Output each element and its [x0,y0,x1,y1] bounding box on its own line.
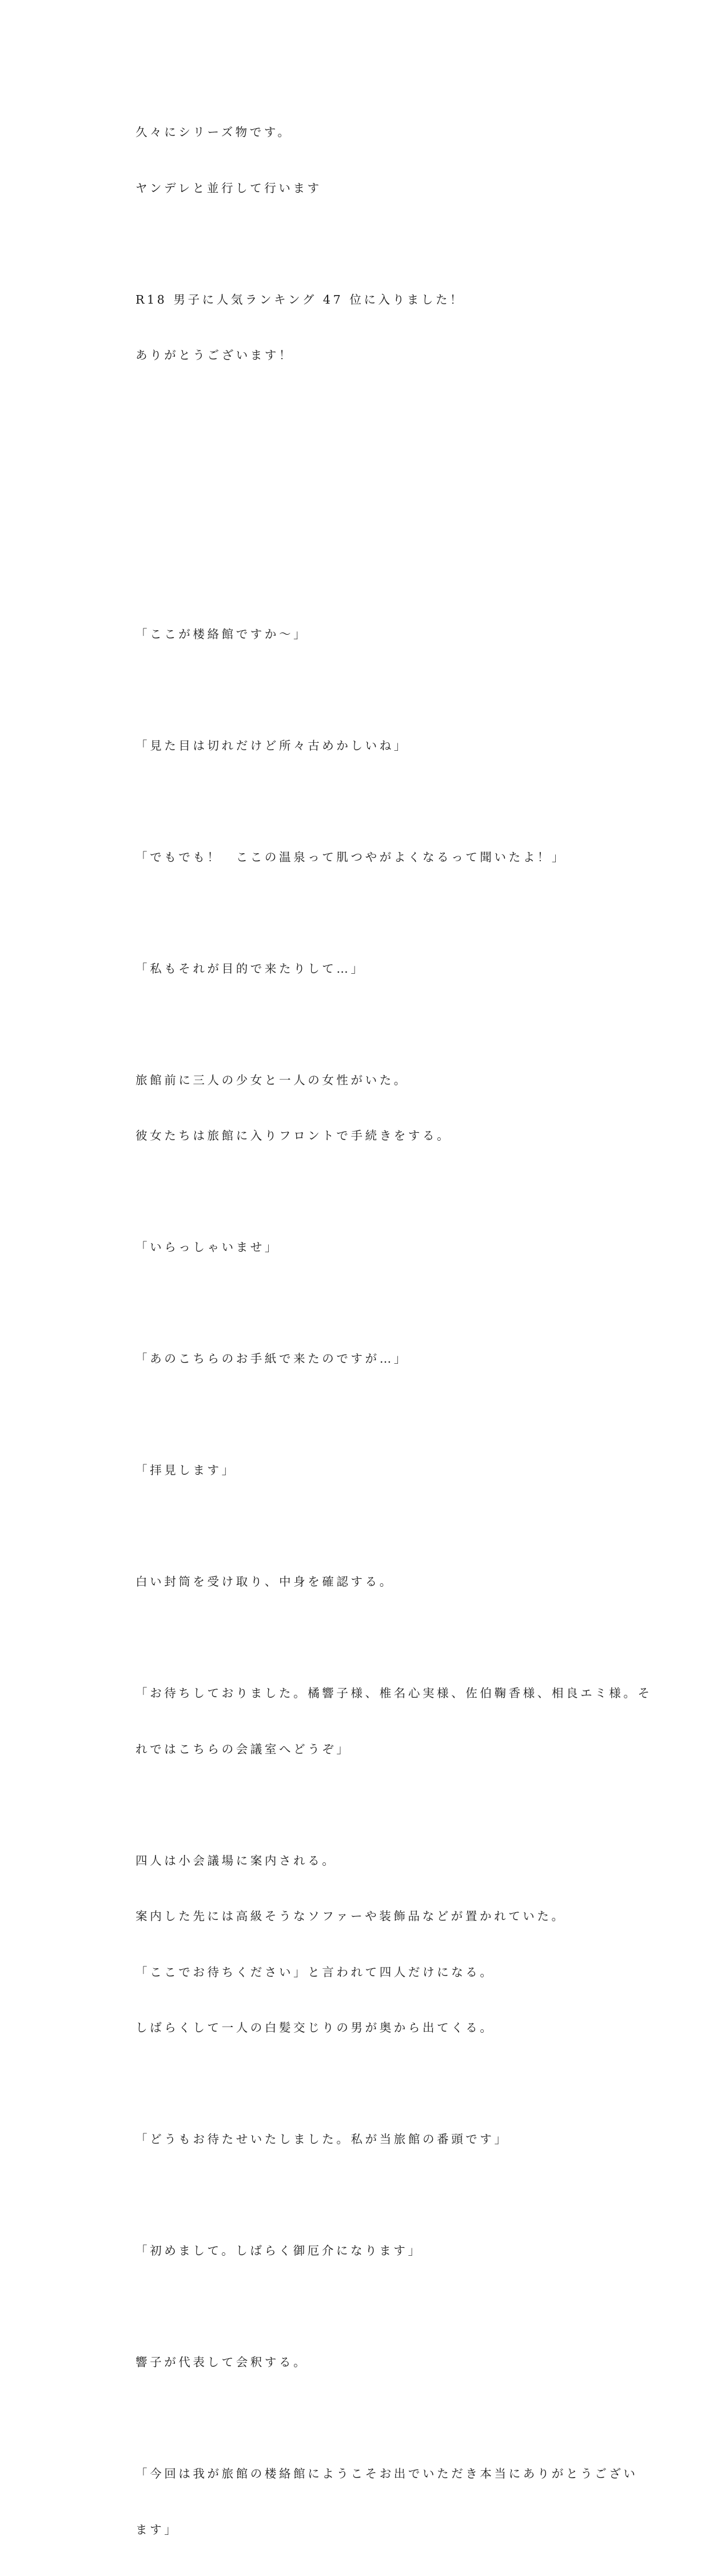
blank-line [136,2075,581,2093]
blank-line [136,1517,581,1536]
text-line: 案内した先には高級そうなソファーや装飾品などが置かれていた。 [136,1909,566,1923]
blank-line [136,234,581,253]
text-line: 彼女たちは旅館に入りフロントで手続きをする。 [136,1129,452,1142]
text-line: しばらくして一人の白髪交じりの男が奥から出てくる。 [136,2021,495,2034]
blank-line [136,1406,581,1424]
text-line: ありがとうございます！ [136,348,294,362]
text-line: 「ここが楼絡館ですか～」 [136,627,308,641]
text-line: 「見た目は切れだけど所々古めかしいね」 [136,738,408,753]
blank-line [136,513,581,532]
text-line: 「どうもお待たせいたしました。私が当旅館の番頭です」 [136,2132,509,2146]
text-line: れではこちらの会議室へどうぞ」 [136,1742,351,1756]
blank-line [136,680,581,699]
text-line: 「でもでも！ ここの温泉って肌つやがよくなるって聞いたよ！」 [136,850,566,864]
blank-line [136,1015,581,1034]
blank-line [136,1795,581,1814]
text-line: ます」 [136,2522,179,2537]
text-line: 響子が代表して会釈する。 [136,2355,308,2369]
blank-line [136,1629,581,1647]
blank-line [136,903,581,922]
text-line: 「初めまして。しばらく御厄介になります」 [136,2244,423,2258]
text-line: 「ここでお待ちください」と言われて四人だけになる。 [136,1965,495,1979]
blank-line [136,792,581,811]
text-line: 「いらっしゃいませ」 [136,1240,279,1254]
text-line: 「拝見します」 [136,1463,236,1477]
text-line: R18 男子に人気ランキング 47 位に入りました！ [136,292,465,306]
text-line: 「今回は我が旅館の楼絡館にようこそお出でいただき本当にありがとうござい [136,2467,638,2481]
text-line: 「あのこちらのお手紙で来たのですが…」 [136,1352,408,1365]
blank-line [136,1294,581,1313]
text-line: 「私もそれが目的で来たりして…」 [136,961,365,976]
blank-line [136,569,581,588]
blank-line [136,2409,581,2428]
blank-line [136,2186,581,2205]
blank-line [136,402,581,421]
text-line: 白い封筒を受け取り、中身を確認する。 [136,1575,394,1588]
blank-line [136,2298,581,2316]
text-line: ヤンデレと並行して行います [136,181,322,195]
blank-line [136,457,581,476]
document-body [136,86,652,2576]
text-line: 旅館前に三人の少女と一人の女性がいた。 [136,1073,408,1087]
blank-line [136,1183,581,1201]
text-line: 久々にシリーズ物です。 [136,125,292,139]
text-line: 四人は小会議場に案内される。 [136,1853,337,1868]
text-line: 「お待ちしておりました。橘響子様、椎名心実様、佐伯鞠香様、相良エミ様。そ [136,1686,652,1700]
